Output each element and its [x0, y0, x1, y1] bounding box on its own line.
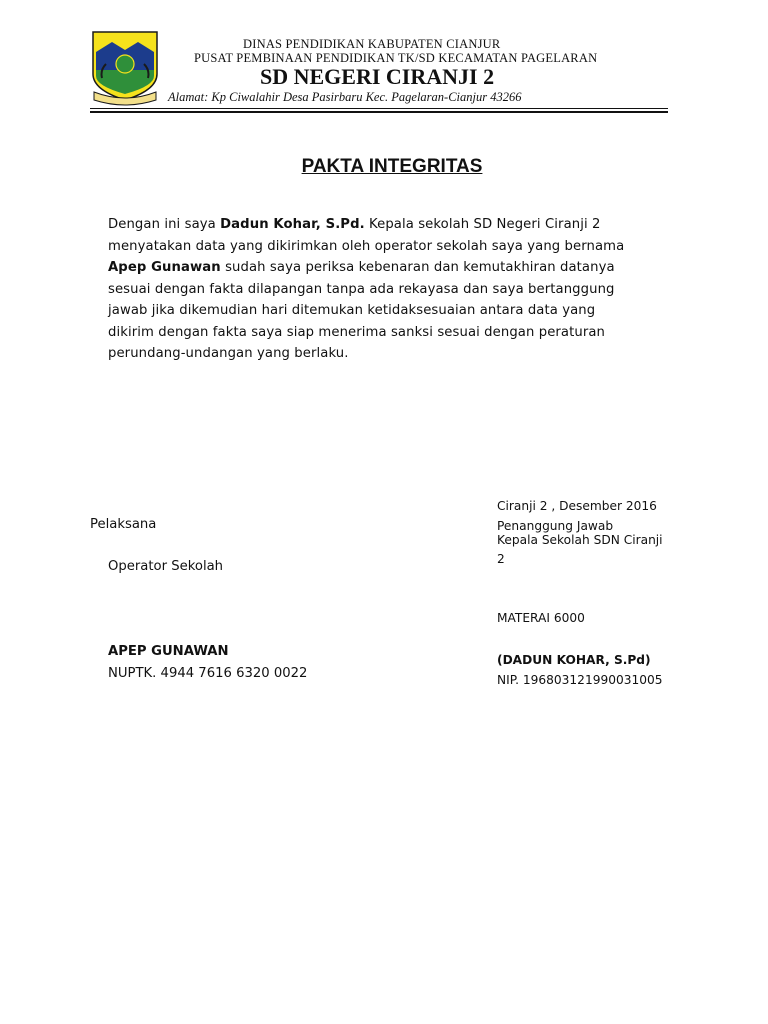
operator-name: Apep Gunawan — [108, 260, 221, 275]
letterhead-divider-thin — [90, 108, 668, 109]
principal-nip: NIP. 196803121990031005 — [497, 673, 663, 687]
principal-role-cont: 2 — [497, 552, 505, 566]
operator-signature-name: APEP GUNAWAN — [108, 644, 229, 659]
cianjur-emblem-icon — [90, 30, 160, 106]
school-logo — [90, 30, 160, 106]
place-date: Ciranji 2 , Desember 2016 — [497, 499, 657, 513]
statement-paragraph — [108, 214, 678, 365]
letterhead-address: Alamat: Kp Ciwalahir Desa Pasirbaru Kec. Pagelaran-Cianjur 43266 — [168, 90, 522, 104]
paragraph-line: sesuai dengan fakta dilapangan tanpa ada rekayasa dan saya bertanggung — [108, 281, 615, 297]
letterhead-divider-thick — [90, 111, 668, 113]
operator-nuptk: NUPTK. 4944 7616 6320 0022 — [108, 666, 308, 681]
paragraph-line: Apep Gunawan sudah saya periksa kebenaran dan kemutakhiran datanya — [108, 260, 615, 275]
stamp-duty-label: MATERAI 6000 — [497, 611, 585, 625]
principal-signature-name: (DADUN KOHAR, S.Pd) — [497, 653, 651, 667]
operator-role: Operator Sekolah — [108, 559, 224, 574]
paragraph-line: menyatakan data yang dikirimkan oleh operator sekolah saya yang bernama — [108, 238, 625, 254]
letterhead-school-name: SD NEGERI CIRANJI 2 — [260, 64, 495, 89]
letterhead-agency: DINAS PENDIDIKAN KABUPATEN CIANJUR — [243, 37, 501, 51]
paragraph-line: Dengan ini saya Dadun Kohar, S.Pd. Kepala sekolah SD Negeri Ciranji 2 — [108, 217, 601, 232]
pelaksana-label: Pelaksana — [90, 517, 157, 532]
letterhead-subagency: PUSAT PEMBINAAN PENDIDIKAN TK/SD KECAMATAN PAGELARAN — [194, 51, 598, 65]
principal-role: Kepala Sekolah SDN Ciranji — [497, 533, 663, 547]
document-title: PAKTA INTEGRITAS — [301, 156, 483, 177]
paragraph-line: dikirim dengan fakta saya siap menerima sanksi sesuai dengan peraturan — [108, 324, 605, 340]
paragraph-line: perundang-undangan yang berlaku. — [108, 346, 349, 361]
paragraph-line: jawab jika dikemudian hari ditemukan ketidaksesuaian antara data yang — [108, 303, 596, 318]
principal-name: Dadun Kohar, S.Pd. — [220, 217, 365, 232]
responsible-label: Penanggung Jawab — [497, 519, 614, 533]
